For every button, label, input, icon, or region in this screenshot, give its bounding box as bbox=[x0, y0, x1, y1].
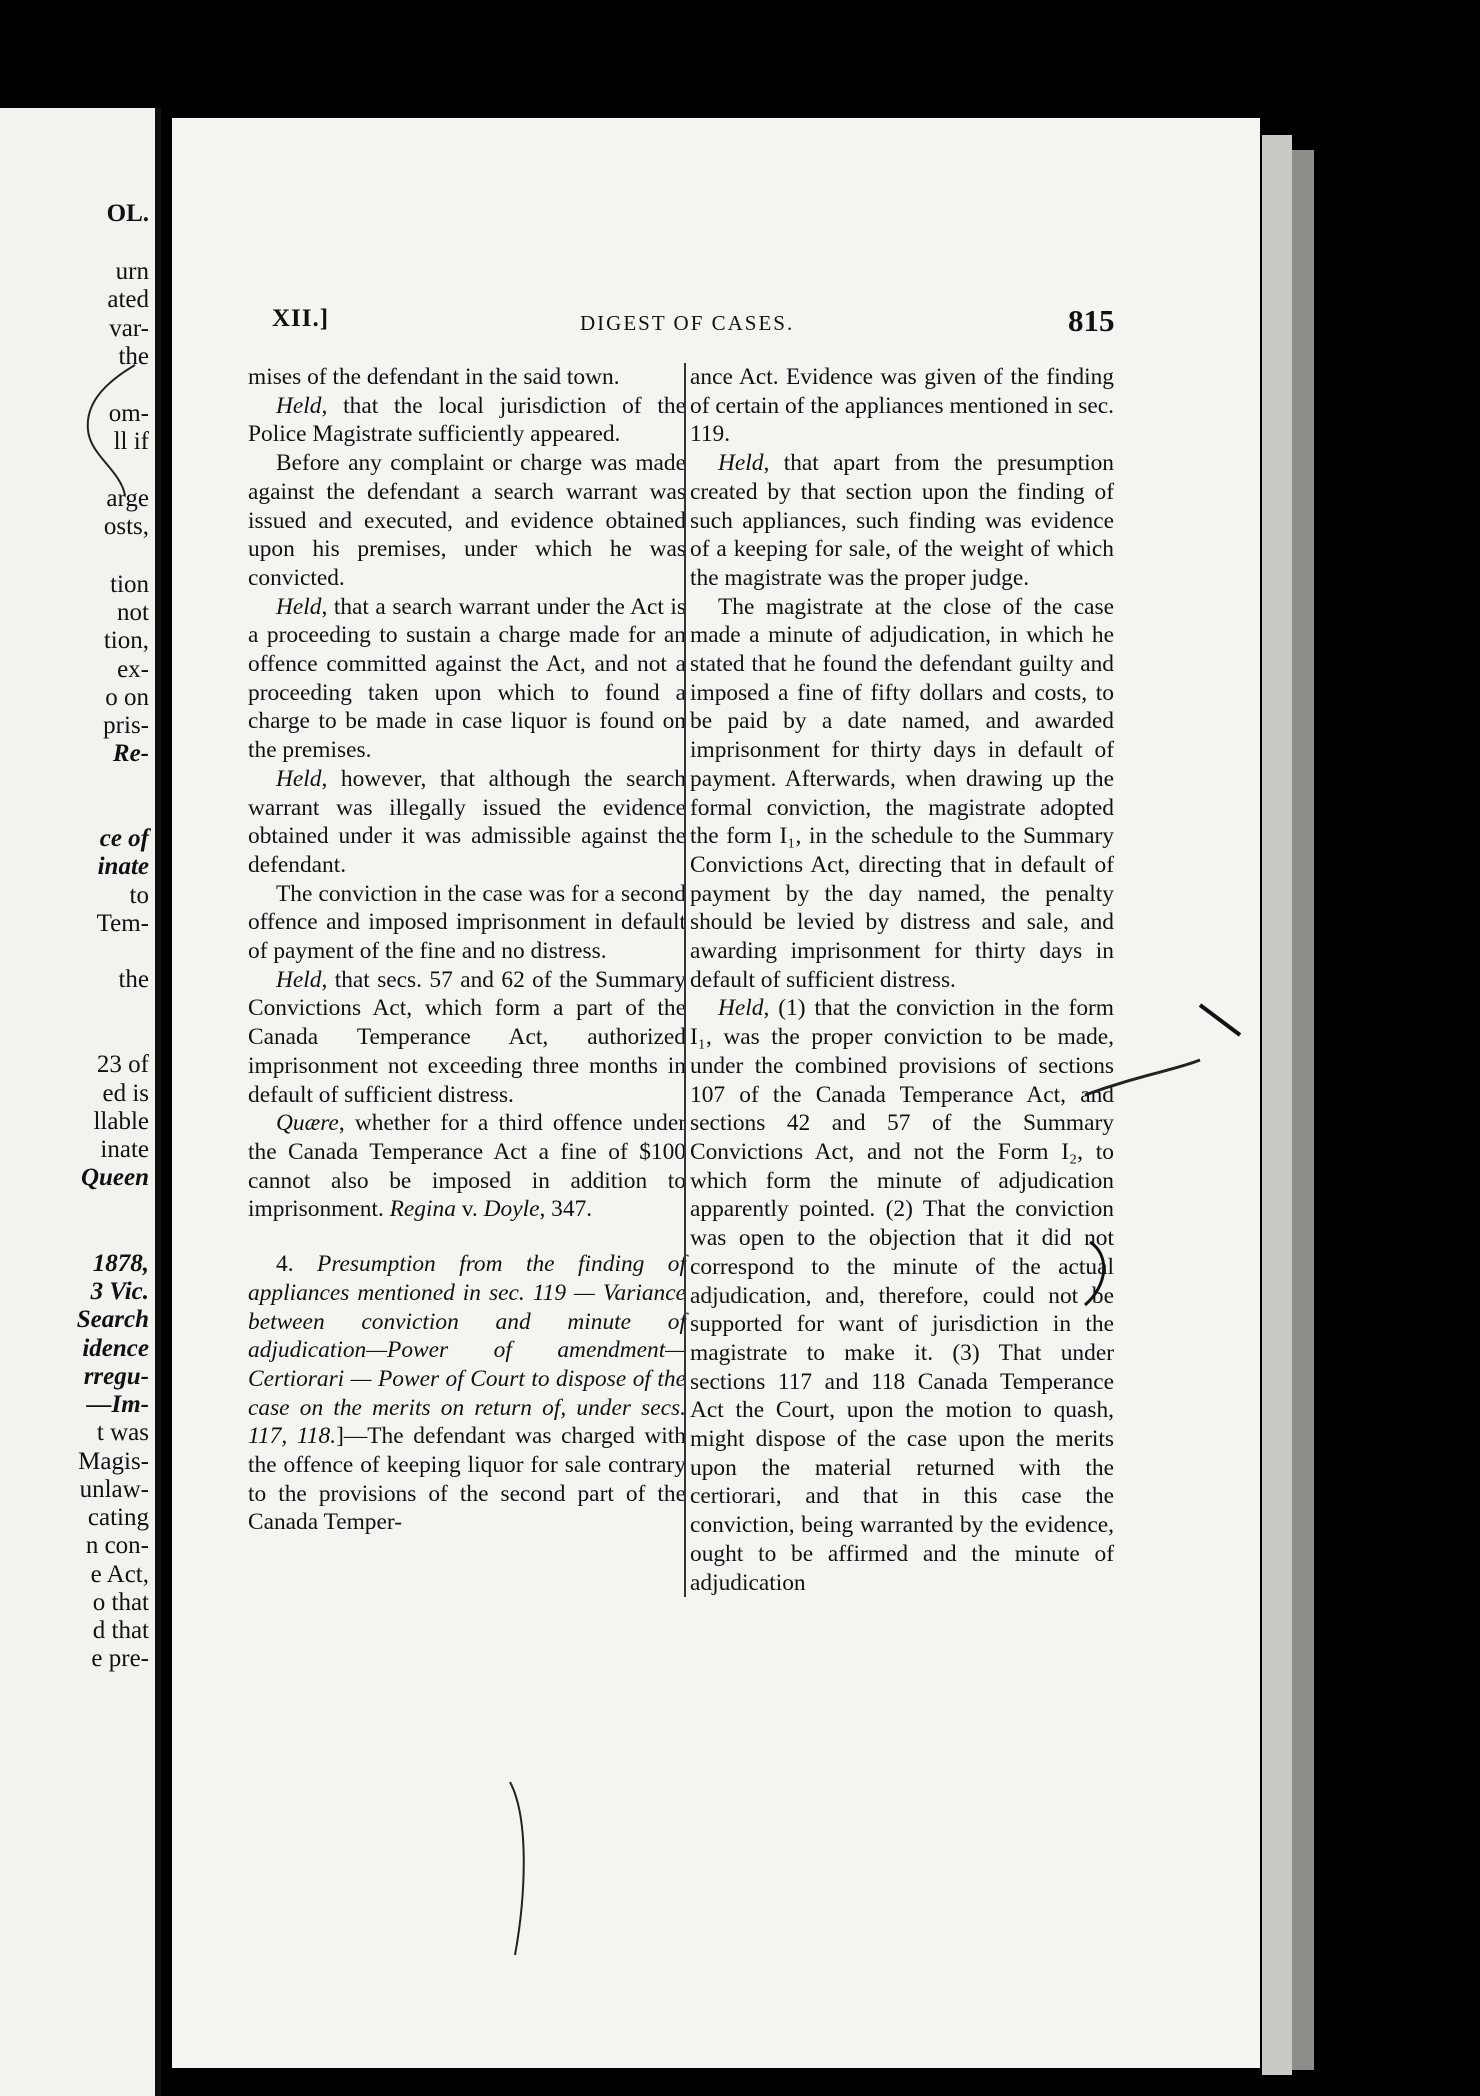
text-run: , that secs. 57 and 62 of the Summary Convictions Act, which form a part of the Canada Temperance Act, authorized imprisonment not exceeding three months in default of sufficient distress. bbox=[248, 966, 686, 1108]
left-page-line: ex- bbox=[117, 656, 149, 683]
left-page-line: rregu- bbox=[83, 1363, 149, 1390]
paragraph bbox=[248, 765, 686, 880]
italic-text: Regina bbox=[389, 1196, 456, 1223]
italic-text: Held bbox=[718, 995, 764, 1022]
paragraph bbox=[248, 1250, 686, 1537]
left-page-line: Tem- bbox=[96, 910, 149, 937]
text-run: , that apart from the presumption created by that section upon the finding of such appliances, such finding was evidence of a keeping for sale, of the weight of which the magistrate was the proper judge. bbox=[690, 450, 1114, 591]
text-run: The magistrate at the close of the case made a minute of adjudication, in which he stated that he found the defendant guilty and imposed a fine of fifty dollars and costs, to be paid by a date named, and awarded imprisonment for thirty days in default of payment. Afterwards, when drawing up the formal conviction, the magistrate adopted the form I₁, in the schedule to the Summary Convictions Act, directing that in default of payment by the day named, the penalty should be levied by distress and sale, and awarding imprisonment for thirty days in default of sufficient distress. bbox=[690, 593, 1114, 993]
paragraph bbox=[690, 593, 1114, 995]
paragraph bbox=[248, 593, 686, 765]
left-page-line: osts, bbox=[103, 513, 149, 540]
left-page-line: inate bbox=[97, 853, 149, 880]
left-page-line: Search bbox=[76, 1306, 149, 1333]
text-run: mises of the defendant in the said town. bbox=[248, 364, 620, 390]
left-page-line: 23 of bbox=[96, 1051, 149, 1078]
left-page-line: the bbox=[118, 343, 149, 370]
text-run: ance Act. Evidence was given of the finding of certain of the appliances mentioned in sec. 119. bbox=[690, 364, 1114, 448]
left-page-line: 3 Vic. bbox=[90, 1278, 149, 1305]
left-page-line: to bbox=[129, 882, 149, 909]
paragraph bbox=[690, 363, 1114, 449]
page-edge bbox=[1262, 135, 1292, 2075]
paragraph bbox=[248, 363, 686, 392]
left-page-line: 1878, bbox=[92, 1250, 149, 1277]
margin-scribble-left bbox=[80, 360, 150, 500]
left-page-line: the bbox=[118, 966, 149, 993]
left-column bbox=[248, 363, 686, 1537]
text-run: , that a search warrant under the Act is a proceeding to sustain a charge made for an offence committed against the Act, and not a proceeding taken upon which to found a charge to be made in case liquor is found on the premises. bbox=[248, 593, 686, 764]
text-run: , 347. bbox=[539, 1196, 593, 1223]
right-column bbox=[684, 363, 1114, 1597]
left-page-line: OL. bbox=[106, 200, 149, 227]
italic-text: Doyle bbox=[483, 1196, 540, 1223]
paragraph bbox=[690, 449, 1114, 593]
left-page-line: ated bbox=[107, 286, 149, 313]
left-page-line: —Im- bbox=[86, 1391, 149, 1418]
text-run: 4. bbox=[276, 1251, 318, 1278]
text-run: , whether for a third offence under the Canada Temperance Act a fine of $100 cannot also be imposed in addition to imprisonment. bbox=[248, 1110, 686, 1223]
paragraph bbox=[248, 966, 686, 1110]
left-page-line: pris- bbox=[103, 712, 149, 739]
left-page-line: inate bbox=[100, 1136, 149, 1163]
margin-scribble-right bbox=[1080, 1000, 1250, 1120]
left-page-line: tion, bbox=[103, 627, 149, 654]
pencil-line-bottom bbox=[500, 1780, 560, 1960]
text-run: Before any complaint or charge was made against the defendant a search warrant was issued and executed, and evidence obtained upon his premises, under which he was convicted. bbox=[248, 450, 686, 591]
paragraph bbox=[248, 880, 686, 966]
left-page-line: e Act, bbox=[90, 1561, 149, 1588]
italic-text: Presumption from the finding of appliances mentioned in sec. 119 — Variance between conviction and minute of adjudication—Power of amendment—Certiorari — Power of Court to dispose of the case on the merits on return of, under secs. 117, 118. bbox=[248, 1251, 687, 1450]
text-run: , however, that although the search warrant was illegally issued the evidence obtained under it was admissible against the defendant. bbox=[248, 765, 686, 878]
left-page-line: llable bbox=[93, 1108, 149, 1135]
italic-text: Held bbox=[276, 593, 322, 620]
left-page-line: arge bbox=[106, 485, 149, 512]
left-page-line: om- bbox=[108, 400, 149, 427]
left-page-line: e pre- bbox=[91, 1645, 149, 1672]
left-page-line: tion bbox=[110, 571, 149, 598]
page-number: 815 bbox=[1068, 303, 1115, 338]
italic-text: Held bbox=[276, 966, 322, 993]
left-page-line: t was bbox=[96, 1419, 149, 1446]
book-spine bbox=[1292, 150, 1314, 2070]
paragraph bbox=[690, 994, 1114, 1597]
paragraph bbox=[248, 449, 686, 593]
left-page-line: d that bbox=[92, 1617, 149, 1644]
left-page-line: ce of bbox=[99, 825, 149, 852]
left-page-line: n con- bbox=[85, 1532, 149, 1559]
left-page-line: o that bbox=[92, 1589, 149, 1616]
pencil-bracket bbox=[1080, 1240, 1120, 1310]
text-run: The conviction in the case was for a second offence and imposed imprisonment in default of payment of the fine and no distress. bbox=[248, 880, 686, 965]
volume-marker: XII.] bbox=[272, 305, 330, 332]
left-page-line: Queen bbox=[80, 1164, 149, 1191]
left-page-line: o on bbox=[105, 684, 149, 711]
left-page-line: Magis- bbox=[78, 1448, 149, 1475]
text-run: , that the local jurisdiction of the Police Magistrate sufficiently appeared. bbox=[248, 392, 686, 448]
left-page-line: urn bbox=[115, 258, 149, 285]
text-run: v. bbox=[455, 1196, 484, 1223]
italic-text: Held bbox=[276, 765, 322, 792]
left-page-line: ed is bbox=[102, 1080, 149, 1107]
left-page-line: unlaw- bbox=[79, 1476, 149, 1503]
left-page-line: var- bbox=[109, 315, 149, 342]
running-title: DIGEST OF CASES. bbox=[580, 311, 795, 335]
paragraph bbox=[248, 392, 686, 449]
italic-text: Quære bbox=[276, 1110, 339, 1137]
text-run: , (1) that the conviction in the form I₁, was the proper conviction to be made, under the combined provisions of sections 107 of the Canada Temperance Act, and sections 42 and 57 of the Summary Convictions Act, and not the Form I₂, to which form the minute of adjudication apparently pointed. (2) That the conviction was open to the objection that it did not correspond to the minute of the actual adjudication, and, therefore, could not be supported for want of jurisdiction in the magistrate to make it. (3) That under sections 117 and 118 Canada Temperance Act the Court, upon the motion to quash, might dispose of the case upon the merits upon the material returned with the certiorari, and that in this case the conviction, being warranted by the evidence, ought to be affirmed and the minute of adjudication bbox=[690, 995, 1114, 1596]
text-run: ]—The defendant was charged with the offence of keeping liquor for sale contrary to the provisions of the second part of the Canada Temper- bbox=[248, 1423, 686, 1536]
left-page-line: not bbox=[117, 599, 149, 626]
left-page-line: cating bbox=[87, 1504, 149, 1531]
left-page-line: Re- bbox=[112, 740, 149, 767]
italic-text: Held bbox=[718, 450, 764, 477]
left-page-line: ll if bbox=[113, 428, 149, 455]
italic-text: Held bbox=[276, 392, 322, 419]
left-page-line: idence bbox=[82, 1335, 149, 1362]
paragraph bbox=[248, 1109, 686, 1224]
